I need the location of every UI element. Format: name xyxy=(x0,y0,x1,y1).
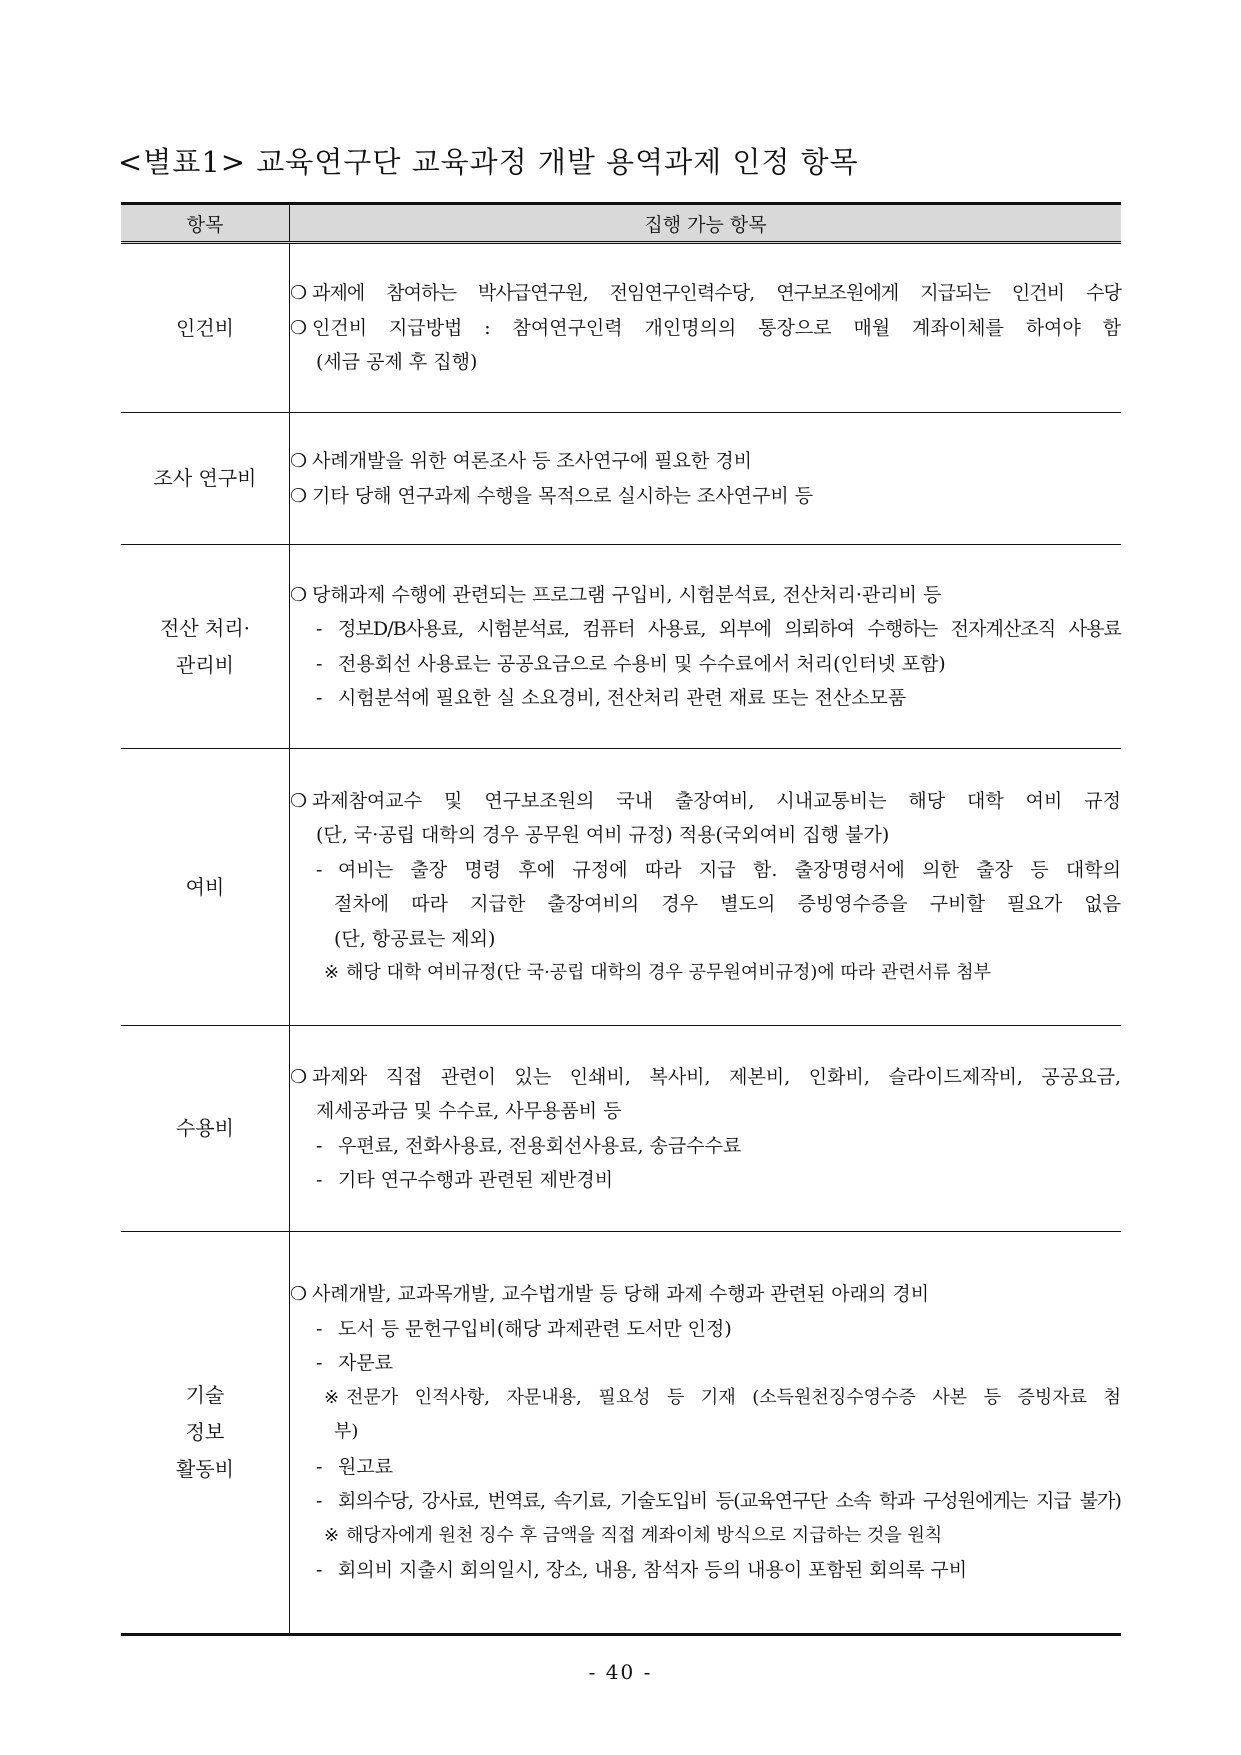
circle-bullet-icon: ❍ xyxy=(290,484,308,507)
item-line xyxy=(290,1163,1121,1198)
dash-bullet-icon: - xyxy=(316,1352,323,1375)
dash-bullet-icon: - xyxy=(316,858,323,881)
category-label: 여비 xyxy=(185,874,225,899)
item-line xyxy=(290,853,1121,888)
category-label: 전산 처리· xyxy=(160,615,250,640)
item-text: 사례개발, 교과목개발, 교수법개발 등 당해 과제 수행과 관련된 아래의 경비 xyxy=(312,1283,930,1306)
table-row xyxy=(121,545,1121,749)
item-line xyxy=(290,1553,1121,1588)
circle-bullet-icon: ❍ xyxy=(290,583,308,606)
dash-bullet-icon: - xyxy=(316,1490,322,1513)
item-line xyxy=(290,345,1121,380)
item-text: 과제에 참여하는 박사급연구원, 전임연구인력수당, 연구보조원에게 지급되는 인건비 수당 xyxy=(312,282,1121,305)
header-items: 집행 가능 항목 xyxy=(290,204,1122,243)
item-line xyxy=(290,784,1121,819)
dash-bullet-icon: - xyxy=(316,1317,323,1340)
item-text: 시험분석에 필요한 실 소요경비, 전산처리 관련 재료 또는 전산소모품 xyxy=(338,687,907,709)
dash-bullet-icon: - xyxy=(316,652,323,675)
item-text: 제세공과금 및 수수료, 사무용품비 등 xyxy=(316,1100,622,1122)
circle-bullet-icon: ❍ xyxy=(290,450,308,472)
item-text: 기타 연구수행과 관련된 제반경비 xyxy=(338,1169,614,1191)
items-cell xyxy=(290,545,1122,749)
items-cell xyxy=(290,243,1122,413)
category-cell xyxy=(121,749,290,1026)
dash-bullet-icon: - xyxy=(316,687,323,709)
item-line xyxy=(290,1312,1121,1347)
category-label: 정보 xyxy=(185,1420,225,1444)
item-line xyxy=(290,1484,1121,1519)
item-text: 우편료, 전화사용료, 전용회선사용료, 송금수수료 xyxy=(338,1134,742,1157)
dash-bullet-icon: - xyxy=(316,1455,323,1478)
item-text: 부) xyxy=(334,1421,359,1443)
table-row xyxy=(121,1232,1121,1635)
expense-items-table xyxy=(121,202,1121,1636)
items-cell xyxy=(290,1026,1122,1232)
item-text: 당해과제 수행에 관련되는 프로그램 구입비, 시험분석료, 전산처리·관리비 등 xyxy=(312,583,942,606)
item-line xyxy=(290,1381,1121,1416)
page-number: - 40 - xyxy=(588,1660,653,1684)
item-text: 회의수당, 강사료, 번역료, 속기료, 기술도입비 등(교육연구단 소속 학과 구성원에게는 지급 불가) xyxy=(338,1490,1121,1513)
item-line xyxy=(290,1094,1121,1129)
category-label: 관리비 xyxy=(176,652,234,677)
items-cell xyxy=(290,749,1122,1026)
item-line xyxy=(290,612,1121,647)
table-header-row xyxy=(121,204,1121,243)
item-line xyxy=(290,578,1121,613)
item-line xyxy=(290,647,1121,682)
item-line xyxy=(290,1129,1121,1164)
category-cell xyxy=(121,1026,290,1232)
item-text: 회의비 지출시 회의일시, 장소, 내용, 참석자 등의 내용이 포함된 회의록 구비 xyxy=(338,1559,968,1582)
circle-bullet-icon: ❍ xyxy=(290,316,308,339)
item-text: 전용회선 사용료는 공공요금으로 수용비 및 수수료에서 처리(인터넷 포함) xyxy=(338,652,946,675)
item-text: 해당자에게 원천 징수 후 금액을 직접 계좌이체 방식으로 지급하는 것을 원칙 xyxy=(346,1524,943,1546)
dash-bullet-icon: - xyxy=(316,1169,323,1191)
item-line xyxy=(290,1415,1121,1450)
item-text: 전문가 인적사항, 자문내용, 필요성 등 기재 (소득원천징수영수증 사본 등 증빙자료 첨 xyxy=(346,1386,1121,1408)
table-row xyxy=(121,749,1121,1026)
item-line xyxy=(290,1277,1121,1312)
circle-bullet-icon: ❍ xyxy=(290,1065,308,1088)
header-category: 항목 xyxy=(121,204,290,243)
table-row xyxy=(121,1026,1121,1232)
category-cell xyxy=(121,243,290,413)
item-text: (단, 항공료는 제외) xyxy=(334,927,496,950)
category-cell xyxy=(121,545,290,749)
circle-bullet-icon: ❍ xyxy=(290,789,308,812)
item-text: 과제참여교수 및 연구보조원의 국내 출장여비, 시내교통비는 해당 대학 여비 규정 xyxy=(312,789,1121,812)
item-line xyxy=(290,956,1121,991)
dash-bullet-icon: - xyxy=(316,1134,323,1157)
dash-bullet-icon: - xyxy=(316,1559,323,1582)
item-text: 여비는 출장 명령 후에 규정에 따라 지급 함. 출장명령서에 의한 출장 등 대학의 xyxy=(338,858,1121,881)
category-label: 기술 xyxy=(185,1383,225,1407)
table-row xyxy=(121,413,1121,545)
item-line xyxy=(290,1346,1121,1381)
table-row xyxy=(121,243,1121,413)
item-text: (단, 국·공립 대학의 경우 공무원 여비 규정) 적용(국외여비 집행 불가) xyxy=(316,824,890,846)
circle-bullet-icon: ❍ xyxy=(290,1283,308,1306)
item-text: 과제와 직접 관련이 있는 인쇄비, 복사비, 제본비, 인화비, 슬라이드제작비, 공공요금, xyxy=(312,1065,1121,1088)
item-line xyxy=(290,818,1121,853)
item-line xyxy=(290,681,1121,716)
item-line xyxy=(290,276,1121,311)
item-line xyxy=(290,922,1121,957)
category-cell xyxy=(121,413,290,545)
item-text: 자문료 xyxy=(338,1352,394,1375)
item-line xyxy=(290,444,1121,479)
category-label: 인건비 xyxy=(176,315,234,340)
category-label: 활동비 xyxy=(176,1457,234,1481)
item-text: 절차에 따라 지급한 출장여비의 경우 별도의 증빙영수증을 구비할 필요가 없음 xyxy=(334,893,1121,915)
category-label: 수용비 xyxy=(176,1116,234,1140)
item-text: 사례개발을 위한 여론조사 등 조사연구에 필요한 경비 xyxy=(312,450,753,472)
item-line xyxy=(290,1519,1121,1554)
items-cell xyxy=(290,1232,1122,1635)
page-title: <별표1> 교육연구단 교육과정 개발 용역과제 인정 항목 xyxy=(118,145,859,179)
item-line xyxy=(290,1450,1121,1485)
item-text: 정보D/B사용료, 시험분석료, 컴퓨터 사용료, 외부에 의뢰하여 수행하는 전자계산조직 사용료 xyxy=(338,618,1121,640)
item-text: 기타 당해 연구과제 수행을 목적으로 실시하는 조사연구비 등 xyxy=(312,484,814,507)
category-cell xyxy=(121,1232,290,1635)
item-line xyxy=(290,887,1121,922)
item-line xyxy=(290,1060,1121,1095)
reference-mark-icon: ※ xyxy=(324,1524,340,1546)
item-text: 인건비 지급방법 : 참여연구인력 개인명의의 통장으로 매월 계좌이체를 하여야 함 xyxy=(312,316,1121,339)
dash-bullet-icon: - xyxy=(316,618,322,640)
item-line xyxy=(290,479,1121,514)
item-text: (세금 공제 후 집행) xyxy=(316,351,478,374)
item-text: 원고료 xyxy=(338,1455,394,1478)
category-label: 조사 연구비 xyxy=(153,466,257,490)
circle-bullet-icon: ❍ xyxy=(290,282,307,305)
reference-mark-icon: ※ xyxy=(324,1386,340,1408)
items-cell xyxy=(290,413,1122,545)
item-text: 도서 등 문헌구입비(해당 과제관련 도서만 인정) xyxy=(338,1317,732,1340)
item-line xyxy=(290,311,1121,346)
item-text: 해당 대학 여비규정(단 국·공립 대학의 경우 공무원여비규정)에 따라 관련서류 첨부 xyxy=(346,962,992,983)
reference-mark-icon: ※ xyxy=(324,962,340,983)
